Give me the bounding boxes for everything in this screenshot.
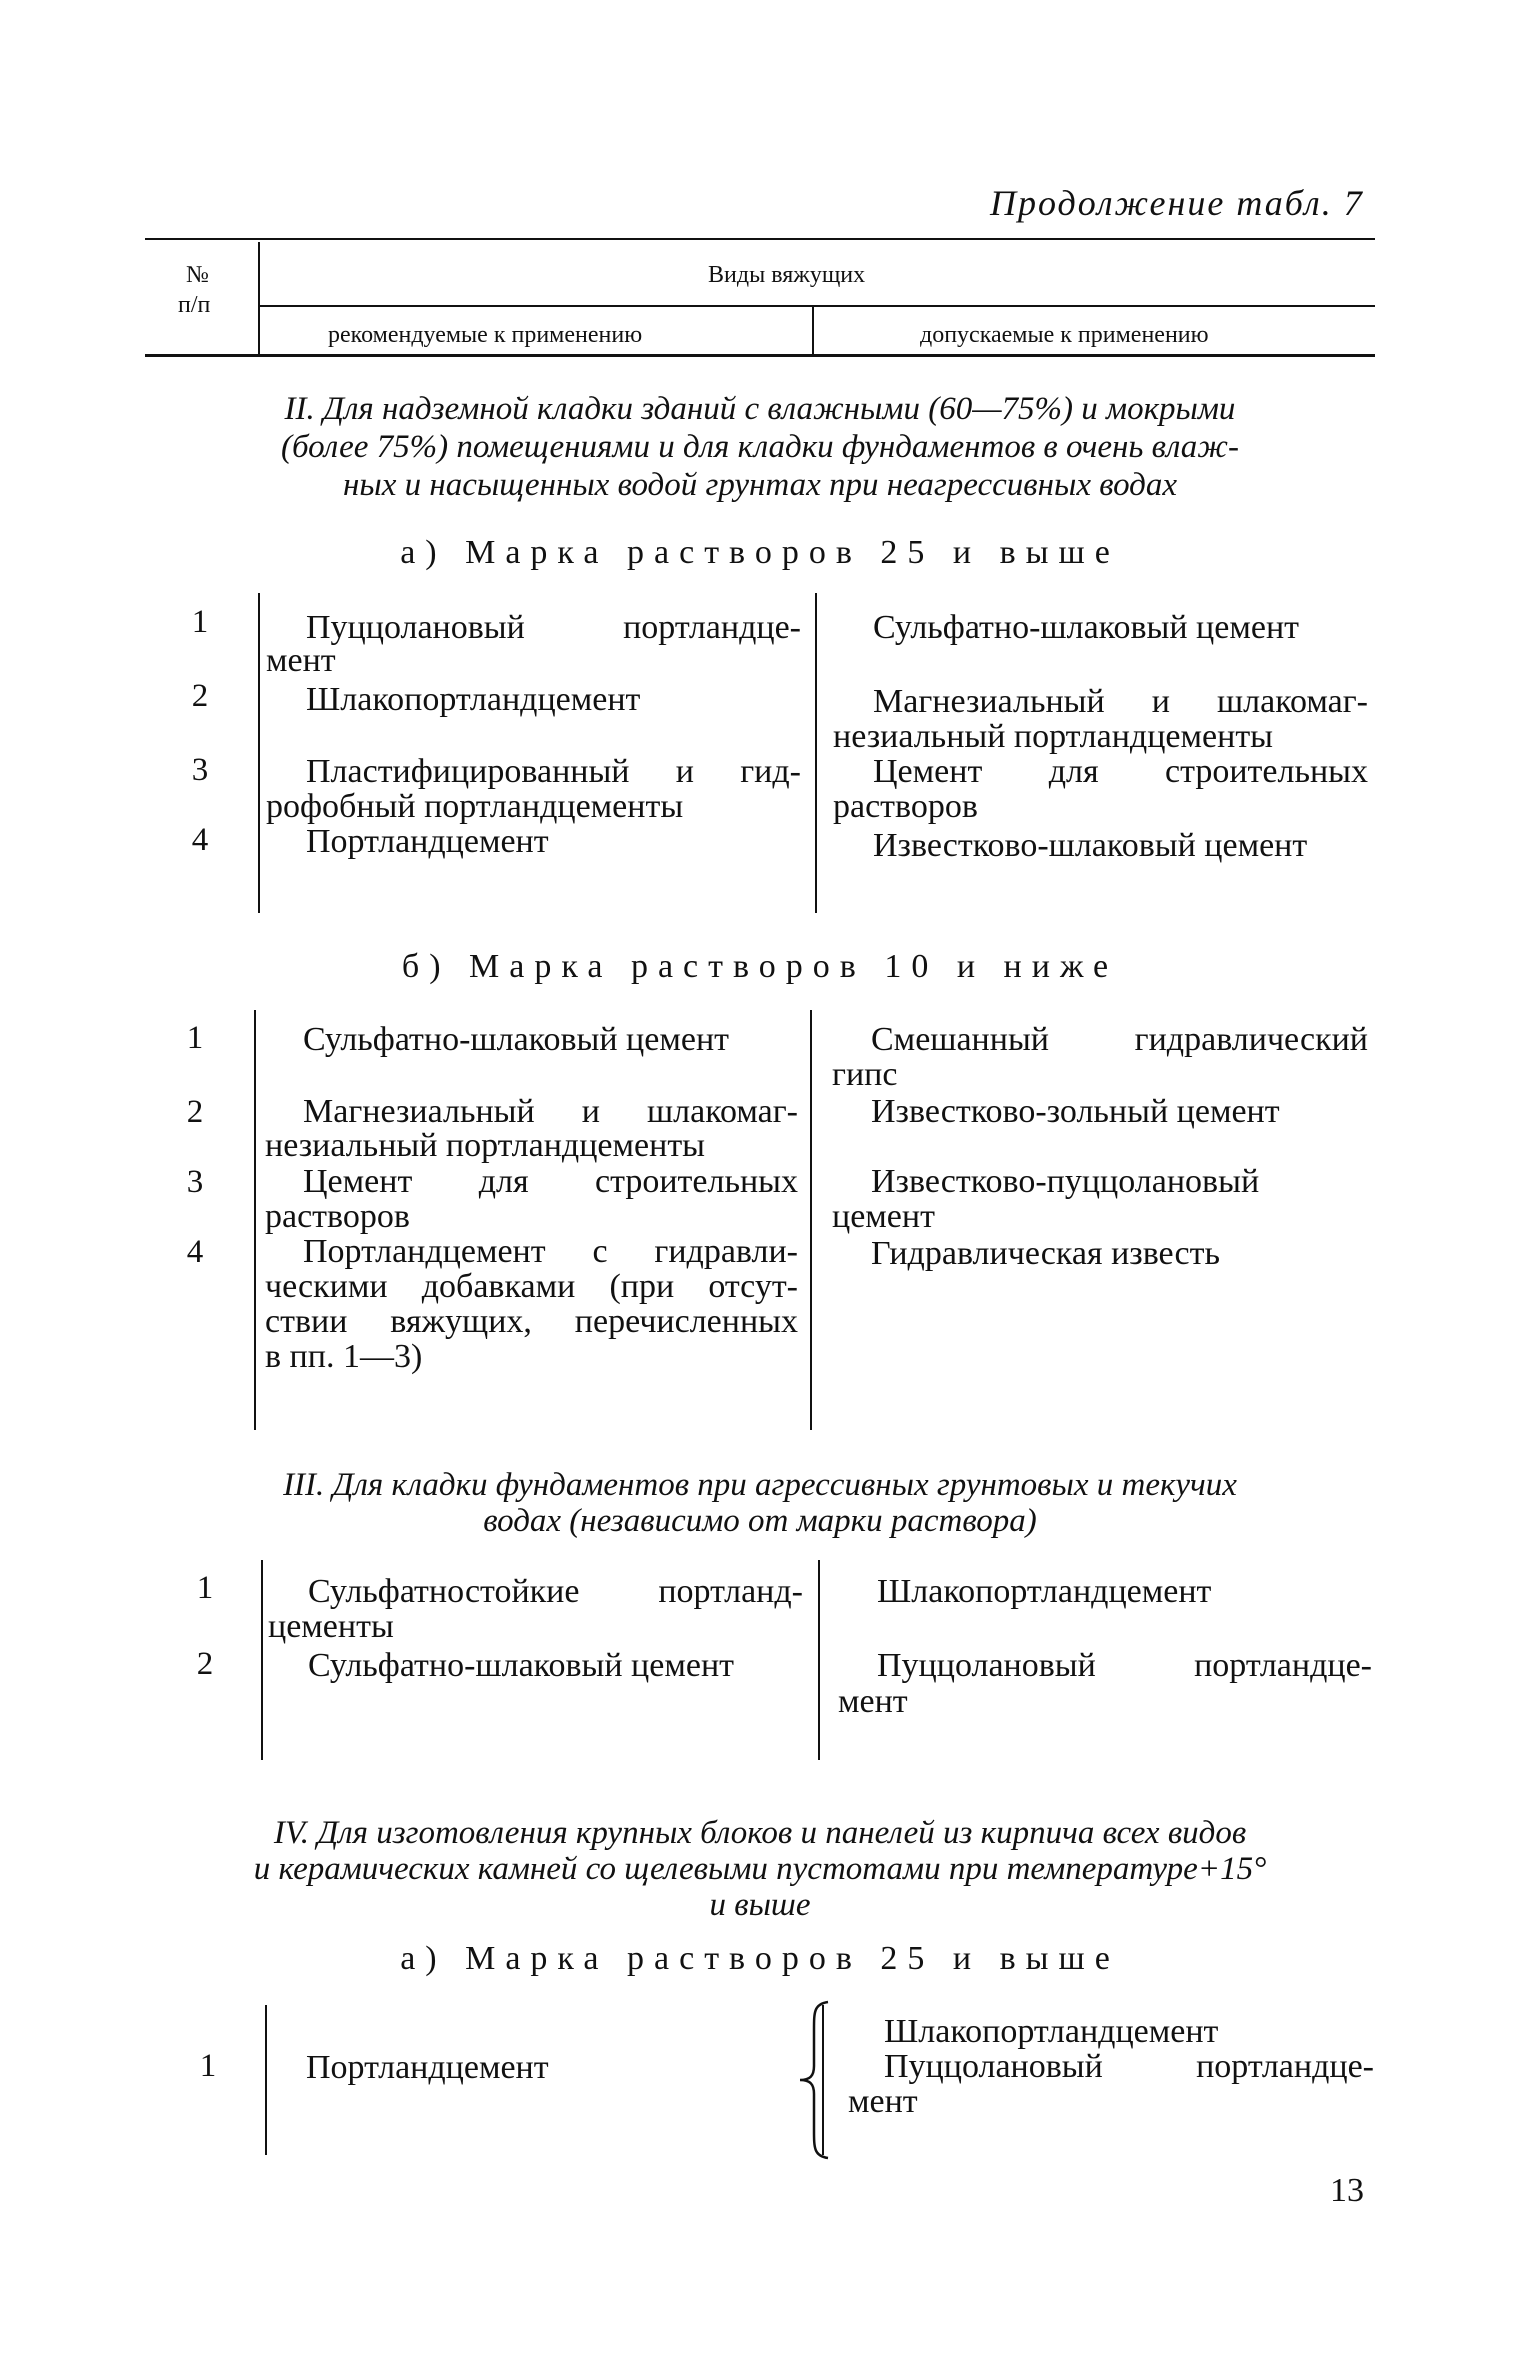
continuation-caption: Продолжение табл. 7 (990, 183, 1364, 223)
section-2a-divider-left (258, 593, 260, 913)
section-2b-divider-left (254, 1010, 256, 1430)
table-row-number: 2 (196, 1646, 214, 1682)
allowed-cell: Гидравлическая известь (871, 1235, 1220, 1272)
header-col-divider (812, 307, 814, 354)
allowed-cell: Известково-шлаковый цемент (873, 827, 1308, 864)
table-row-number: 1 (191, 604, 209, 640)
allowed-cell: Шлакопортландцемент (877, 1573, 1212, 1610)
allowed-cell: незиальный портландцементы (833, 718, 1274, 755)
table-row-number: 3 (191, 752, 209, 788)
section-4-heading-line2: и керамических камней со щелевыми пустотами при температуре+15° (253, 1851, 1267, 1887)
allowed-cell: мент (838, 1683, 908, 1720)
section-4-divider-left (265, 2005, 267, 2155)
section-2-heading-line2: (более 75%) помещениями и для кладки фундаментов в очень влаж- (281, 429, 1239, 465)
recommended-cell: Шлакопортландцемент (306, 681, 641, 718)
recommended-cell: в пп. 1—3) (265, 1338, 423, 1375)
curly-brace-icon (796, 2000, 836, 2160)
section-2b-title: б) Марка растворов 10 и ниже (401, 948, 1119, 985)
table-row-number: 1 (199, 2048, 217, 2084)
header-mid-rule (258, 305, 1375, 307)
page-number: 13 (1330, 2172, 1364, 2209)
header-num-divider (258, 242, 260, 354)
table-row-number: 4 (191, 822, 209, 858)
section-3-divider-right (818, 1560, 820, 1760)
recommended-cell: ствии вяжущих, перечисленных (265, 1303, 798, 1340)
header-top-rule (145, 238, 1375, 240)
recommended-cell: незиальный портландцементы (265, 1127, 706, 1164)
section-2b-divider-right (810, 1010, 812, 1430)
recommended-cell: растворов (265, 1198, 410, 1235)
allowed-cell: Известково-пуццолановый (871, 1163, 1260, 1200)
header-group-label: Виды вяжущих (708, 262, 866, 288)
section-2-heading-line3: ных и насыщенных водой грунтах при неагрессивных водах (342, 467, 1178, 503)
header-num-sign: № (186, 262, 209, 288)
recommended-cell: Пуццолановый портландце- (306, 609, 801, 646)
recommended-cell: Магнезиальный и шлакомаг- (303, 1093, 798, 1130)
section-4-heading-line1: IV. Для изготовления крупных блоков и панелей из кирпича всех видов (273, 1815, 1247, 1851)
allowed-cell: Магнезиальный и шлакомаг- (873, 683, 1368, 720)
recommended-cell: Пластифицированный и гид- (306, 753, 801, 790)
table-row-number: 1 (186, 1020, 204, 1056)
allowed-cell: Цемент для строительных (873, 753, 1368, 790)
header-num-pp: п/п (178, 292, 211, 318)
recommended-cell: Сульфатностойкие портланд- (308, 1573, 803, 1610)
recommended-cell: Портландцемент (306, 823, 549, 860)
section-2-heading-line1: II. Для надземной кладки зданий с влажными (60—75%) и мокрыми (284, 391, 1236, 427)
recommended-cell: ческими добавками (при отсут- (265, 1268, 798, 1305)
section-4-heading-line3: и выше (709, 1887, 811, 1923)
allowed-cell: растворов (833, 788, 978, 825)
allowed-cell: мент (848, 2083, 918, 2120)
section-3-divider-left (261, 1560, 263, 1760)
table-row-number: 2 (191, 678, 209, 714)
allowed-cell: Пуццолановый портландце- (884, 2048, 1374, 2085)
recommended-cell: Сульфатно-шлаковый цемент (308, 1647, 734, 1684)
table-row-number: 2 (186, 1094, 204, 1130)
table-row-number: 4 (186, 1234, 204, 1270)
section-4a-title: а) Марка растворов 25 и выше (400, 1940, 1120, 1977)
allowed-cell: цемент (832, 1198, 935, 1235)
table-row-number: 1 (196, 1570, 214, 1606)
allowed-cell: гипс (832, 1056, 898, 1093)
section-2a-title: а) Марка растворов 25 и выше (400, 534, 1120, 571)
table-row-number: 3 (186, 1164, 204, 1200)
section-2a-divider-right (815, 593, 817, 913)
allowed-cell: Сульфатно-шлаковый цемент (873, 609, 1299, 646)
recommended-cell: Сульфатно-шлаковый цемент (303, 1021, 729, 1058)
recommended-cell: Портландцемент с гидравли- (303, 1233, 798, 1270)
section-3-heading-line1: III. Для кладки фундаментов при агрессивных грунтовых и текучих (283, 1467, 1237, 1503)
recommended-cell: цементы (268, 1608, 394, 1645)
allowed-cell: Пуццолановый портландце- (877, 1647, 1372, 1684)
allowed-cell: Известково-зольный цемент (871, 1093, 1280, 1130)
header-bottom-rule (145, 354, 1375, 357)
allowed-cell: Смешанный гидравлический (871, 1021, 1368, 1058)
recommended-cell: Цемент для строительных (303, 1163, 798, 1200)
allowed-cell: Шлакопортландцемент (884, 2013, 1219, 2050)
recommended-cell: мент (266, 642, 336, 679)
section-3-heading-line2: водах (независимо от марки раствора) (483, 1503, 1037, 1539)
recommended-cell: Портландцемент (306, 2049, 549, 2086)
header-col-recommended: рекомендуемые к применению (328, 322, 643, 348)
recommended-cell: рофобный портландцементы (266, 788, 684, 825)
header-col-allowed: допускаемые к применению (920, 322, 1209, 348)
section-4-divider-right (822, 2005, 824, 2155)
